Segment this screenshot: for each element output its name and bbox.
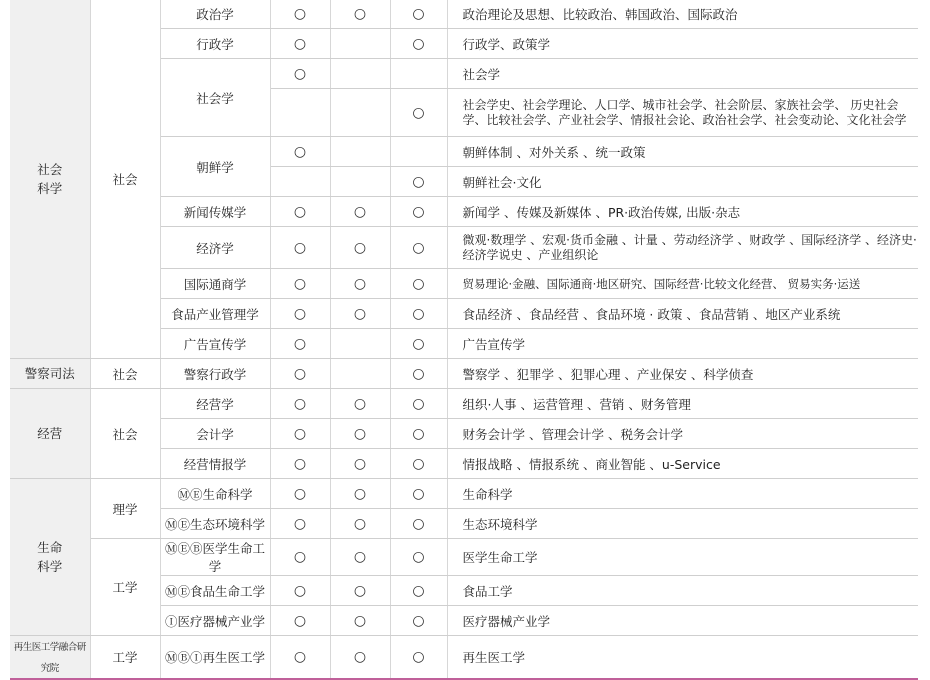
mark xyxy=(270,89,330,137)
major-name: 政治学 xyxy=(160,0,270,29)
major-name: ⓂⒷⒾ再生医工学 xyxy=(160,636,270,680)
mark: ○ xyxy=(390,576,447,606)
mark: ○ xyxy=(270,479,330,509)
mark: ○ xyxy=(390,269,447,299)
research-areas: 食品经济 、食品经营 、食品环境 · 政策 、食品营销 、地区产业系统 xyxy=(447,299,918,329)
mark: ○ xyxy=(270,59,330,89)
table-row xyxy=(10,479,918,509)
subgroup-cell: 社会 xyxy=(90,0,160,359)
research-areas: 生态环境科学 xyxy=(447,509,918,539)
mark: ○ xyxy=(390,89,447,137)
research-areas: 医学生命工学 xyxy=(447,539,918,576)
mark: ○ xyxy=(330,197,390,227)
mark xyxy=(390,59,447,89)
mark: ○ xyxy=(330,0,390,29)
mark: ○ xyxy=(270,137,330,167)
major-name: ⓂⒺ生命科学 xyxy=(160,479,270,509)
research-areas: 生命科学 xyxy=(447,479,918,509)
mark: ○ xyxy=(270,449,330,479)
mark: ○ xyxy=(270,269,330,299)
research-areas: 再生医工学 xyxy=(447,636,918,680)
mark: ○ xyxy=(330,299,390,329)
major-name: 经营情报学 xyxy=(160,449,270,479)
major-name: 国际通商学 xyxy=(160,269,270,299)
mark: ○ xyxy=(270,636,330,680)
research-areas: 财务会计学 、管理会计学 、税务会计学 xyxy=(447,419,918,449)
mark: ○ xyxy=(270,419,330,449)
mark: ○ xyxy=(270,509,330,539)
mark: ○ xyxy=(270,197,330,227)
programs-table xyxy=(10,0,918,680)
mark: ○ xyxy=(270,299,330,329)
mark xyxy=(330,89,390,137)
mark: ○ xyxy=(390,479,447,509)
major-name: 经济学 xyxy=(160,227,270,269)
research-areas: 社会学史、社会学理论、人口学、城市社会学、社会阶层、家族社会学、 历史社会学、比较社会学、产业社会学、情报社会论、政治社会学、社会变动论、文化社会学 xyxy=(447,89,918,137)
mark: ○ xyxy=(330,509,390,539)
mark xyxy=(330,137,390,167)
subgroup-cell: 理学 xyxy=(90,479,160,539)
research-areas: 广告宣传学 xyxy=(447,329,918,359)
major-name: 广告宣传学 xyxy=(160,329,270,359)
major-name: 经营学 xyxy=(160,389,270,419)
subgroup-cell: 社会 xyxy=(90,389,160,479)
major-name: 警察行政学 xyxy=(160,359,270,389)
mark xyxy=(390,137,447,167)
mark: ○ xyxy=(330,479,390,509)
research-areas: 朝鲜社会·文化 xyxy=(447,167,918,197)
table-row xyxy=(10,0,918,29)
mark xyxy=(330,167,390,197)
subgroup-cell: 社会 xyxy=(90,359,160,389)
mark xyxy=(330,29,390,59)
mark: ○ xyxy=(330,636,390,680)
table-row xyxy=(10,389,918,419)
table-row xyxy=(10,636,918,680)
mark: ○ xyxy=(330,449,390,479)
major-name: 新闻传媒学 xyxy=(160,197,270,227)
mark: ○ xyxy=(270,389,330,419)
research-areas: 贸易理论·金融、国际通商·地区研究、国际经营·比较文化经营、 贸易实务·运送 xyxy=(447,269,918,299)
major-name: ⓂⒺⒷ医学生命工学 xyxy=(160,539,270,576)
mark: ○ xyxy=(390,636,447,680)
mark: ○ xyxy=(390,167,447,197)
research-areas: 朝鲜体制 、对外关系 、统一政策 xyxy=(447,137,918,167)
mark: ○ xyxy=(270,0,330,29)
mark: ○ xyxy=(390,359,447,389)
major-name: ⓂⒺ生态环境科学 xyxy=(160,509,270,539)
mark: ○ xyxy=(390,389,447,419)
mark: ○ xyxy=(330,606,390,636)
mark xyxy=(330,59,390,89)
mark: ○ xyxy=(270,329,330,359)
mark: ○ xyxy=(270,359,330,389)
mark: ○ xyxy=(270,539,330,576)
mark: ○ xyxy=(330,539,390,576)
research-areas: 组织·人事 、运营管理 、营销 、财务管理 xyxy=(447,389,918,419)
major-name: Ⓘ医疗器械产业学 xyxy=(160,606,270,636)
mark xyxy=(330,329,390,359)
major-name: 食品产业管理学 xyxy=(160,299,270,329)
major-name: 会计学 xyxy=(160,419,270,449)
mark xyxy=(330,359,390,389)
major-name: 行政学 xyxy=(160,29,270,59)
mark: ○ xyxy=(390,449,447,479)
research-areas: 微观·数理学 、宏观·货币金融 、计量 、劳动经济学 、财政学 、国际经济学 、经济史·经济学说史 、产业组织论 xyxy=(447,227,918,269)
major-name: 朝鲜学 xyxy=(160,137,270,197)
mark: ○ xyxy=(390,329,447,359)
major-name: ⓂⒺ食品生命工学 xyxy=(160,576,270,606)
group-cell: 警察司法 xyxy=(10,359,90,389)
research-areas: 行政学、政策学 xyxy=(447,29,918,59)
mark: ○ xyxy=(330,227,390,269)
table-row xyxy=(10,359,918,389)
mark: ○ xyxy=(390,29,447,59)
research-areas: 警察学 、犯罪学 、犯罪心理 、产业保安 、科学侦查 xyxy=(447,359,918,389)
mark: ○ xyxy=(390,0,447,29)
major-name: 社会学 xyxy=(160,59,270,137)
mark xyxy=(270,167,330,197)
mark: ○ xyxy=(270,606,330,636)
mark: ○ xyxy=(390,539,447,576)
mark: ○ xyxy=(330,419,390,449)
research-areas: 政治理论及思想、比较政治、韩国政治、国际政治 xyxy=(447,0,918,29)
group-cell: 再生医工学融合研究院 xyxy=(10,636,90,680)
subgroup-cell: 工学 xyxy=(90,539,160,636)
mark: ○ xyxy=(270,29,330,59)
subgroup-cell: 工学 xyxy=(90,636,160,680)
mark: ○ xyxy=(270,576,330,606)
group-cell: 经营 xyxy=(10,389,90,479)
table-row xyxy=(10,539,918,576)
research-areas: 医疗器械产业学 xyxy=(447,606,918,636)
mark: ○ xyxy=(390,419,447,449)
group-cell: 社会 科学 xyxy=(10,0,90,359)
mark: ○ xyxy=(330,389,390,419)
research-areas: 食品工学 xyxy=(447,576,918,606)
mark: ○ xyxy=(390,299,447,329)
mark: ○ xyxy=(330,576,390,606)
research-areas: 新闻学 、传媒及新媒体 、PR·政治传媒, 出版·杂志 xyxy=(447,197,918,227)
mark: ○ xyxy=(390,509,447,539)
mark: ○ xyxy=(270,227,330,269)
research-areas: 情报战略 、情报系统 、商业智能 、u-Service xyxy=(447,449,918,479)
mark: ○ xyxy=(390,606,447,636)
mark: ○ xyxy=(330,269,390,299)
research-areas: 社会学 xyxy=(447,59,918,89)
mark: ○ xyxy=(390,197,447,227)
group-cell: 生命 科学 xyxy=(10,479,90,636)
mark: ○ xyxy=(390,227,447,269)
